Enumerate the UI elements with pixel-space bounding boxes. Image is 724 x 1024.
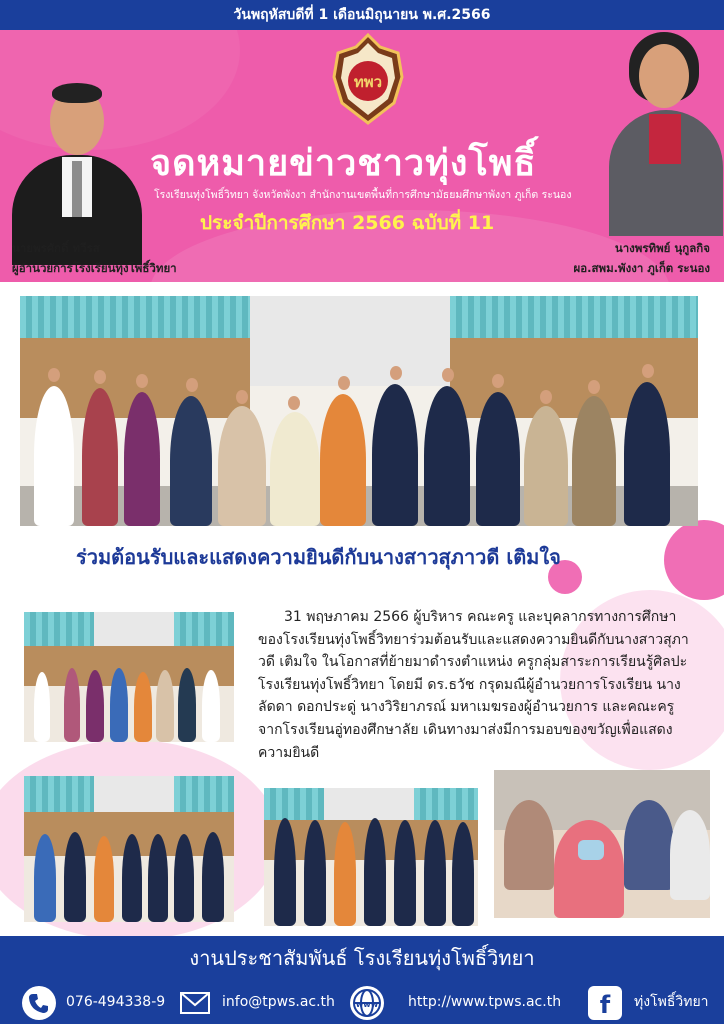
- newsletter-subtitle: โรงเรียนทุ่งโพธิ์วิทยา จังหวัดพังงา สำนักงานเขตพื้นที่การศึกษามัธยมศึกษาพังงา ภูเก็ต ระนอง: [154, 189, 572, 201]
- contact-facebook[interactable]: ทุ่งโพธิ์วิทยา: [634, 994, 709, 1010]
- photo-ceremony-2: [24, 776, 234, 922]
- facebook-icon: [588, 986, 622, 1020]
- official-portrait: [605, 30, 723, 236]
- official-name: นางพรทิพย์ นุกูลกิจ: [614, 241, 710, 255]
- svg-text:www: www: [355, 1000, 379, 1009]
- article-headline: ร่วมต้อนรับและแสดงความยินดีกับนางสาวสุภาวดี เติมใจ: [76, 545, 561, 569]
- contact-website[interactable]: http://www.tpws.ac.th: [408, 994, 562, 1010]
- email-icon: [178, 986, 212, 1020]
- globe-icon: [350, 986, 384, 1020]
- article-body: 31 พฤษภาคม 2566 ผู้บริหาร คณะครู และบุคลากรทางการศึกษาของโรงเรียนทุ่งโพธิ์วิทยาร่วมต้อนรับและแสดงความยินดีกับนางสาวสุภาวดี เติมใจ ในโอกาสที่ย้ายมาดำรงตำแหน่ง ครูกลุ่มสาระการเรียนรู้ศิลปะ โรงเรียนทุ่งโพธิ์วิทยา โดยมี ดร.ธวัช กรุดมณีผู้อำนวยการโรงเรียน นางลัดดา ดอกประดู่ นางวิริยาภรณ์ มหาเมฆรองผู้อำนวยการ และคณะครูจากโรงเรียนอู่ทองศึกษาลัย เดินทางมาส่งมีการมอบของขวัญเพื่อแสดงความยินดี: [258, 609, 689, 761]
- deco-circle: [664, 520, 724, 600]
- photo-ceremony-1: [24, 612, 234, 742]
- director-name: นายพรศักดิ์ ทวีรส: [12, 241, 100, 255]
- director-caption: [0, 238, 177, 278]
- photo-ceremony-4: [494, 770, 710, 918]
- official-caption: [573, 238, 724, 278]
- director-portrait: [12, 65, 142, 265]
- photo-ceremony-3: [264, 788, 478, 926]
- school-logo: [328, 33, 408, 125]
- main-group-photo: [20, 296, 698, 526]
- contact-phone[interactable]: 076-494338-9: [66, 994, 166, 1010]
- newsletter-title: จดหมายข่าวชาวทุ่งโพธิ์: [150, 143, 537, 184]
- contact-bar: [0, 980, 724, 1024]
- phone-icon: [22, 986, 56, 1020]
- newsletter-header: [0, 30, 724, 282]
- official-position: ผอ.สพม.พังงา ภูเก็ต ระนอง: [573, 261, 710, 275]
- director-position: ผู้อำนวยการโรงเรียนทุ่งโพธิ์วิทยา: [12, 261, 177, 275]
- logo-text: ทพว: [353, 73, 383, 91]
- contact-email[interactable]: info@tpws.ac.th: [222, 994, 335, 1010]
- date-bar: วันพฤหัสบดีที่ 1 เดือนมิถุนายน พ.ศ.2566: [0, 0, 724, 30]
- svg-text:f: f: [599, 991, 611, 1019]
- footer-title: งานประชาสัมพันธ์ โรงเรียนทุ่งโพธิ์วิทยา: [0, 936, 724, 980]
- issue-number: ประจำปีการศึกษา 2566 ฉบับที่ 11: [200, 212, 495, 234]
